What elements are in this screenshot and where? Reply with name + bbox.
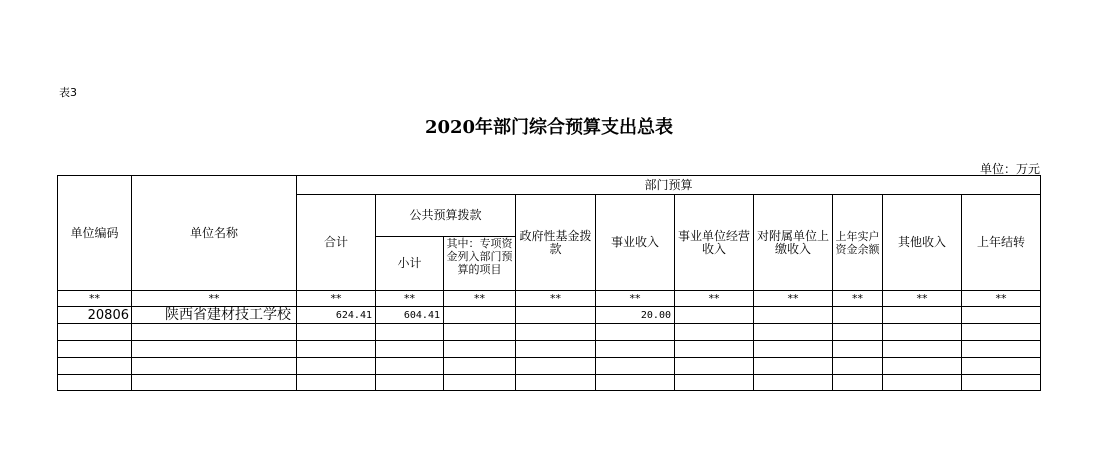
header-subtotal: 小计 [376,237,444,291]
marker-cell: ** [833,291,883,307]
cell-gov-fund [516,307,596,324]
marker-cell: ** [132,291,297,307]
marker-cell: ** [516,291,596,307]
cell-subtotal: 604.41 [376,307,444,324]
empty-row [58,375,1041,391]
marker-cell: ** [675,291,754,307]
budget-table [57,175,1041,391]
header-business-income: 事业收入 [596,195,675,291]
cell-unit-code: 20806 [58,307,132,324]
cell-unit-name: 陕西省建材技工学校 [132,307,297,324]
header-public-budget: 公共预算拨款 [376,195,516,237]
header-special-funds: 其中：专项资金列入部门预算的项目 [444,237,516,291]
marker-cell: ** [297,291,376,307]
empty-row [58,341,1041,358]
cell-special-funds [444,307,516,324]
header-other-income: 其他收入 [883,195,962,291]
marker-cell: ** [58,291,132,307]
header-affiliated-income: 对附属单位上缴收入 [754,195,833,291]
marker-cell: ** [596,291,675,307]
empty-row [58,324,1041,341]
table-row [58,307,1041,324]
cell-other-income [883,307,962,324]
cell-operating-income [675,307,754,324]
header-gov-fund: 政府性基金拨款 [516,195,596,291]
table-number-label: 表3 [59,86,77,99]
page-title: 2020年部门综合预算支出总表 [424,117,674,138]
unit-label: 单位：万元 [979,162,1040,176]
empty-row [58,358,1041,375]
cell-affiliated-income [754,307,833,324]
header-prior-year-balance: 上年实户资金余额 [833,195,883,291]
header-unit-code: 单位编码 [58,176,132,291]
header-total: 合计 [297,195,376,291]
cell-total: 624.41 [297,307,376,324]
header-dept-budget: 部门预算 [297,176,1041,195]
marker-cell: ** [962,291,1041,307]
header-operating-income: 事业单位经营收入 [675,195,754,291]
cell-business-income: 20.00 [596,307,675,324]
header-unit-name: 单位名称 [132,176,297,291]
marker-cell: ** [754,291,833,307]
marker-cell: ** [883,291,962,307]
marker-cell: ** [376,291,444,307]
cell-carryover [962,307,1041,324]
marker-cell: ** [444,291,516,307]
header-carryover: 上年结转 [962,195,1041,291]
cell-prior-year-balance [833,307,883,324]
